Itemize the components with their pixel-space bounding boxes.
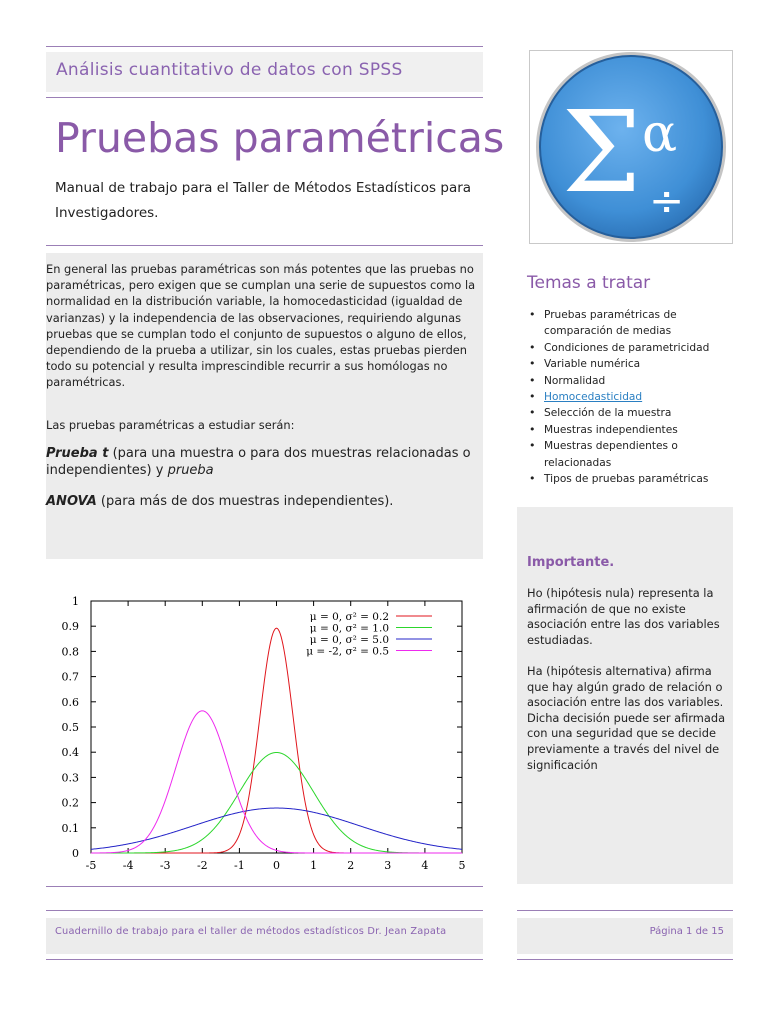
intro-paragraph: En general las pruebas paramétricas son más potentes que las pruebas no paramétricas, pero exigen que se cumplan una serie de supuestos como la normalidad en la distribución variable, la homocedasticidad (igualdad de varianzas) y la independencia de las observaciones, requiriendo algunas pruebas que se cumplan todo el conjunto de supuestos o alguno de ellos, dependiendo de la prueba a utilizar, sin los cuales, estas pruebas pierden todo su potencial y resulta imprescindible recurrir a sus homólogas no paramétricas. bbox=[46, 262, 476, 390]
topics-title: Temas a tratar bbox=[527, 273, 651, 293]
course-title: Análisis cuantitativo de datos con SPSS bbox=[56, 60, 403, 80]
spss-logo-graphic bbox=[530, 51, 734, 245]
homocedasticidad-link[interactable]: Homocedasticidad bbox=[544, 391, 643, 404]
page-number: Página 1 de 15 bbox=[649, 926, 724, 937]
footer-left-bottom-rule bbox=[46, 959, 483, 960]
t-test-label: Prueba t bbox=[46, 446, 109, 461]
legend-label: μ = 0, σ² = 5.0 bbox=[309, 634, 389, 646]
series-line bbox=[91, 808, 462, 849]
footer-right bbox=[517, 918, 733, 954]
x-tick-label: 4 bbox=[421, 859, 429, 872]
series-line bbox=[91, 711, 462, 853]
topics-list bbox=[527, 307, 732, 487]
y-tick-label: 0.4 bbox=[61, 746, 79, 760]
y-tick-label: 0.1 bbox=[61, 821, 79, 835]
header-band bbox=[46, 52, 483, 92]
null-hypothesis-text: Ho (hipótesis nula) representa la afirmación de que no existe asociación entre las dos variables estudiadas. bbox=[527, 586, 720, 647]
x-tick-label: -3 bbox=[159, 859, 171, 872]
x-tick-label: 3 bbox=[384, 859, 392, 872]
list-item bbox=[527, 373, 732, 389]
t-test-line bbox=[46, 445, 478, 479]
t-test-tail: prueba bbox=[167, 463, 214, 478]
alt-hypothesis-text: Ha (hipótesis alternativa) afirma que hay algún grado de relación o asociación entre las dos variables. Dicha decisión puede ser afirmada con una seguridad que se decide previamente a través del nivel de significación bbox=[527, 664, 726, 772]
anova-line bbox=[46, 494, 478, 509]
x-tick-label: -4 bbox=[122, 859, 134, 872]
topic-label: Variable numérica bbox=[544, 358, 641, 371]
y-tick-label: 0.7 bbox=[61, 670, 79, 684]
spss-logo bbox=[529, 50, 733, 244]
y-tick-label: 0.5 bbox=[61, 721, 79, 734]
footer-left bbox=[46, 918, 483, 954]
important-title: Importante. bbox=[527, 555, 615, 570]
y-tick-label: 0.9 bbox=[61, 620, 79, 634]
y-tick-label: 0 bbox=[72, 847, 79, 860]
x-tick-label: 5 bbox=[458, 859, 466, 872]
legend-label: μ = -2, σ² = 0.5 bbox=[306, 645, 389, 658]
y-tick-label: 0.2 bbox=[61, 796, 79, 810]
y-tick-label: 1 bbox=[72, 595, 79, 608]
chart-bottom-rule bbox=[46, 886, 483, 887]
list-item bbox=[527, 422, 732, 438]
title-bottom-rule bbox=[46, 245, 483, 246]
list-item bbox=[527, 356, 732, 372]
header-bottom-rule bbox=[46, 97, 483, 98]
topic-label: Pruebas paramétricas de comparación de medias bbox=[544, 309, 677, 338]
topic-label: Muestras dependientes o relacionadas bbox=[544, 440, 678, 469]
x-tick-label: -2 bbox=[196, 859, 208, 872]
important-panel bbox=[517, 507, 733, 884]
series-line bbox=[91, 628, 462, 853]
page-subtitle: Manual de trabajo para el Taller de Métodos Estadísticos para Investigadores. bbox=[55, 180, 472, 221]
alpha-symbol: α bbox=[642, 104, 678, 164]
tests-intro: Las pruebas paramétricas a estudiar serán: bbox=[46, 418, 295, 432]
list-item bbox=[527, 340, 732, 356]
t-test-text: (para una muestra o para dos muestras relacionadas o independientes) y bbox=[46, 446, 471, 478]
sigma-symbol: Σ bbox=[562, 88, 642, 218]
footer-right-bottom-rule bbox=[517, 959, 733, 960]
page-title: Pruebas paramétricas bbox=[55, 114, 505, 162]
footer-left-top-rule bbox=[46, 910, 483, 911]
intro-panel bbox=[46, 253, 483, 559]
anova-label: ANOVA bbox=[46, 494, 97, 509]
list-item bbox=[527, 438, 732, 471]
y-tick-label: 0.6 bbox=[61, 695, 79, 709]
footer-right-top-rule bbox=[517, 910, 733, 911]
header-top-rule bbox=[46, 46, 483, 47]
topic-label: Normalidad bbox=[544, 374, 606, 387]
list-item bbox=[527, 307, 732, 340]
divide-symbol: ÷ bbox=[649, 176, 685, 225]
list-item bbox=[527, 471, 732, 487]
topic-label: Selección de la muestra bbox=[544, 407, 672, 420]
y-tick-label: 0.3 bbox=[61, 771, 79, 785]
x-tick-label: -5 bbox=[85, 859, 97, 872]
topic-label: Tipos de pruebas paramétricas bbox=[544, 473, 709, 486]
y-tick-label: 0.8 bbox=[61, 645, 79, 659]
topic-label: Condiciones de parametricidad bbox=[544, 341, 710, 354]
normal-distribution-chart bbox=[46, 588, 483, 874]
topic-label: Muestras independientes bbox=[544, 423, 678, 436]
x-tick-label: 0 bbox=[273, 859, 280, 872]
x-tick-label: 2 bbox=[347, 859, 355, 872]
list-item bbox=[527, 405, 732, 421]
x-tick-label: 1 bbox=[310, 859, 318, 872]
legend-label: μ = 0, σ² = 1.0 bbox=[309, 622, 389, 635]
legend-label: μ = 0, σ² = 0.2 bbox=[309, 611, 389, 623]
footer-credit: Cuadernillo de trabajo para el taller de métodos estadísticos Dr. Jean Zapata bbox=[55, 926, 447, 937]
list-item bbox=[527, 389, 732, 405]
x-tick-label: -1 bbox=[234, 859, 245, 872]
anova-text: (para más de dos muestras independientes). bbox=[96, 494, 394, 509]
